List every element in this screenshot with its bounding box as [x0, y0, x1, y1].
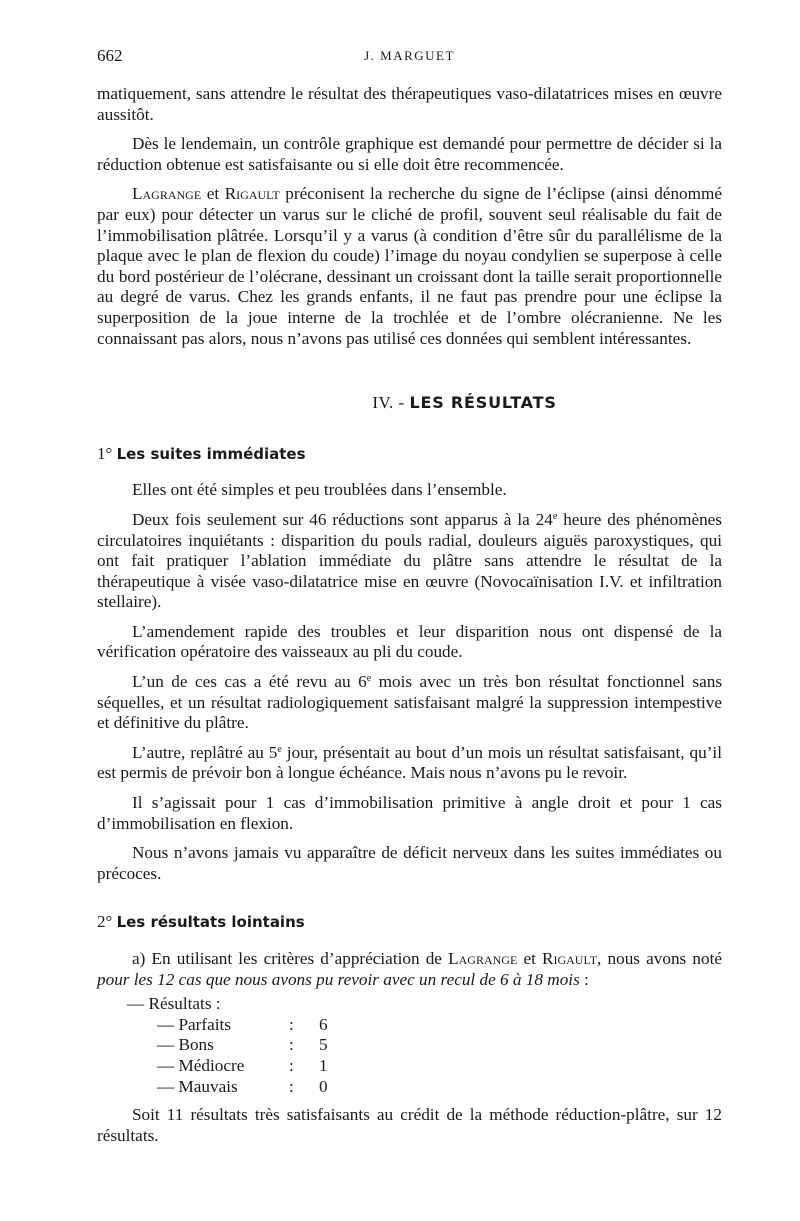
section-number: IV. - [372, 393, 405, 413]
result-value: 6 [319, 1014, 328, 1034]
result-colon: : [289, 1014, 294, 1034]
text-run: : [579, 969, 589, 989]
subsection-title: Les résultats lointains [116, 913, 305, 932]
paragraph: Il s’agissait pour 1 cas d’immobilisation primitive à angle droit et pour 1 cas d’immobilisation en flexion. [97, 793, 722, 833]
paragraph [97, 672, 722, 734]
author-name: Lagrange [132, 184, 202, 204]
superscript: e [277, 743, 282, 755]
table-row [127, 1015, 349, 1036]
text-run: Deux fois seulement sur 46 réductions sont apparus à la 24 [132, 509, 553, 529]
paragraph-conclusion: Soit 11 résultats très satisfaisants au crédit de la méthode réduction-plâtre, sur 12 résultats. [97, 1105, 722, 1145]
paragraph [97, 510, 722, 613]
body-text [97, 84, 722, 1155]
result-colon: : [289, 1076, 294, 1096]
subsection-heading-1 [97, 444, 722, 465]
result-label: — Mauvais [157, 1076, 238, 1096]
text-run: , nous avons noté [597, 949, 722, 968]
subsection-number: 1° [97, 443, 113, 463]
text-run: L’autre, replâtré au 5 [132, 742, 278, 762]
page-number: 662 [97, 46, 123, 65]
result-value: 1 [319, 1055, 328, 1075]
conjunction: et [201, 184, 225, 204]
text-run: jour, présentait au bout d’un mois un résultat satisfaisant, qu’il est permis de prévoir bon à longue échéance. Mais nous n’avons pu le revoir. [97, 742, 722, 783]
paragraph: Nous n’avons jamais vu apparaître de déficit nerveux dans les suites immédiates ou précoces. [97, 843, 722, 883]
paragraph-eclipse-sign [97, 184, 722, 349]
table-row [127, 1056, 349, 1077]
paragraph [97, 743, 722, 784]
results-table [127, 1015, 349, 1097]
table-row [127, 1077, 349, 1098]
result-label: — Bons [157, 1035, 214, 1055]
author-name: Rigault [542, 949, 598, 968]
superscript: e [366, 673, 372, 685]
results-list [127, 994, 722, 1097]
conjunction: et [517, 949, 543, 968]
subsection-heading-2 [97, 912, 722, 933]
result-value: 0 [319, 1076, 328, 1096]
text-run: a) En utilisant les critères d’appréciation de [132, 949, 449, 968]
section-heading [97, 393, 722, 414]
paragraph: Elles ont été simples et peu troublées dans l’ensemble. [132, 480, 507, 500]
subsection-title: Les suites immédiates [116, 444, 306, 463]
paragraph-criteria [97, 949, 722, 990]
text-run: mois avec un très bon résultat fonctionnel sans séquelles, et un résultat radiologiquement satisfaisant malgré la suppression intempestive et définitive du plâtre. [97, 672, 723, 733]
author-name: Lagrange [448, 949, 518, 968]
italic-text: pour les 12 cas que nous avons pu revoir avec un recul de 6 à 18 mois [97, 969, 580, 989]
table-row [127, 1035, 349, 1056]
page-header [97, 46, 722, 70]
result-label: — Médiocre [157, 1055, 245, 1075]
section-title: LES RÉSULTATS [409, 393, 557, 413]
text-run: L’un de ces cas a été revu au 6 [132, 672, 367, 692]
result-colon: : [289, 1055, 294, 1075]
paragraph: L’amendement rapide des troubles et leur disparition nous ont dispensé de la vérification opératoire des vaisseaux au pli du coude. [97, 621, 722, 662]
result-value: 5 [319, 1035, 328, 1055]
paragraph-text: préconisent la recherche du signe de l’éclipse (ainsi dénommé par eux) pour détecter un varus sur le cliché de profil, souvent seul réalisable du fait de l’immobilisation plâtrée. Lorsqu’il y a varus (à condition d’être sûr du parallélisme de la plaque avec le plan de flexion du coude) l’image du noyau condylien se superpose à celle du bord postérieur de l’olécrane, dessinant un croissant dont la taille serait proportionnelle au degré de varus. Chez les grands enfants, il ne faut pas prendre pour une éclipse la superposition de la joue interne de la trochlée et de l’ombre olécranienne. Ne les connaissant pas alors, nous n’avons pas utilisé ces données qui semblent intéressantes. [97, 184, 722, 348]
author-name: Rigault [224, 184, 280, 204]
subsection-number: 2° [97, 912, 113, 932]
result-colon: : [289, 1035, 294, 1055]
paragraph-continuation: matiquement, sans attendre le résultat des thérapeutiques vaso-dilatatrices mises en œuvre aussitôt. [97, 84, 722, 124]
results-heading: — Résultats : [127, 994, 221, 1014]
text-run: heure des phénomènes circulatoires inquiétants : disparition du pouls radial, douleurs aiguës paroxystiques, qui ont fait pratiquer l’ablation immédiate du plâtre sans attendre le résultat de la thérapeutique à visée vaso-dilatatrice mise en œuvre (Novocaïnisation I.V. et infiltration stellaire). [97, 509, 722, 612]
result-label: — Parfaits [157, 1014, 231, 1034]
superscript: e [552, 510, 558, 522]
running-head: J. MARGUET [364, 48, 455, 63]
paragraph-control: Dès le lendemain, un contrôle graphique est demandé pour permettre de décider si la réduction obtenue est satisfaisante ou si elle doit être recommencée. [97, 134, 722, 174]
